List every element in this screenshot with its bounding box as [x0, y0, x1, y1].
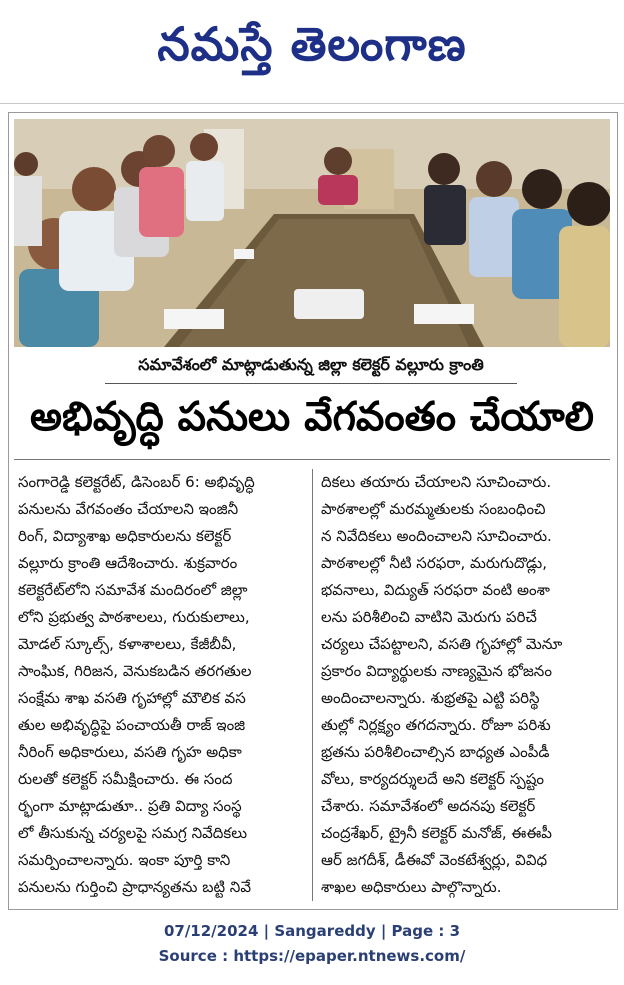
article-line: రింగ్, విద్యాశాఖ అధికారులను కలెక్టర్ [18, 527, 232, 545]
article-line: శాఖల అధికారులు పాల్గొన్నారు. [321, 878, 502, 896]
article-line: ప్రకారం విద్యార్థులకు నాణ్యమైన భోజనం [321, 662, 552, 680]
article-line: చంద్రశేఖర్, ట్రైనీ కలెక్టర్ మనోజ్, ఈఈపీ [321, 824, 552, 842]
footer-date-edition: 07/12/2024 | Sangareddy | Page : 3 [163, 922, 461, 940]
article-line: పాఠశాలల్లో మరమ్మతులకు సంబంధించి [321, 500, 546, 518]
masthead-title: నమస్తే తెలంగాణ [157, 17, 467, 71]
article-line: వోలు, కార్యదర్శులదే అని కలెక్టర్ స్పష్టం [321, 770, 545, 788]
meeting-photo [14, 119, 610, 347]
article-line: మోడల్ స్కూల్స్, కళాశాలలు, కేజీబీవీ, [18, 635, 237, 653]
article-line: రులతో కలెక్టర్ సమీక్షించారు. ఈ సంద [18, 770, 233, 788]
article-line: అందించాలన్నారు. శుభ్రతపై ఎట్టి పరిస్థి [321, 689, 540, 707]
news-clipping [8, 112, 618, 910]
article-line: న నివేదికలు అందించాలని సూచించారు. [321, 527, 552, 545]
column-divider [312, 469, 313, 901]
photo-caption: సమావేశంలో మాట్లాడుతున్న జిల్లా కలెక్టర్ వల్లూరు క్రాంతి [105, 349, 517, 384]
footer-source: Source : https://epaper.ntnews.com/ [158, 947, 466, 965]
article-line: పనులను గుర్తించి ప్రాధాన్యతను బట్టి నివే [18, 878, 251, 896]
article-column-right [321, 469, 615, 901]
article-line: లో తీసుకున్న చర్యలపై సమగ్ర నివేదికలు [18, 824, 248, 842]
article-column-left [18, 469, 312, 901]
article-line: దికలు తయారు చేయాలని సూచించారు. [321, 473, 552, 491]
article-line: పనులను వేగవంతం చేయాలని ఇంజినీ [18, 500, 239, 518]
article-line: లోని ప్రభుత్వ పాఠశాలలు, గురుకులాలు, [18, 608, 250, 626]
article-line: నీరింగ్ అధికారులు, వసతి గృహ అధికా [18, 743, 242, 761]
headline-divider [14, 459, 610, 460]
article-line: పాఠశాలల్లో నీటి సరఫరా, మరుగుదొడ్లు, [321, 554, 548, 572]
footer [0, 919, 624, 969]
article-line: ర్భంగా మాట్లాడుతూ.. ప్రతి విద్యా సంస్థ [18, 797, 242, 815]
article-line: భవనాలు, విద్యుత్ సరఫరా వంటి అంశా [321, 581, 550, 599]
article-line: వల్లూరు క్రాంతి ఆదేశించారు. శుక్రవారం [18, 554, 238, 572]
masthead-divider [0, 103, 624, 104]
masthead [0, 0, 624, 100]
article-line: చర్యలు చేపట్టాలని, వసతి గృహాల్లో మెనూ [321, 635, 563, 653]
article-line: సమర్పించాలన్నారు. ఇంకా పూర్తి కాని [18, 851, 231, 869]
article-line: తుల్లో నిర్లక్ష్యం తగదన్నారు. రోజూ పరిశు [321, 716, 551, 734]
article-line: కలెక్టరేట్‌లోని సమావేశ మందిరంలో జిల్లా [18, 581, 248, 599]
article-headline: అభివృద్ధి పనులు వేగవంతం చేయాలి [30, 394, 594, 440]
article-line: ఆర్ జగదీశ్, డీఈవో వెంకటేశ్వర్లు, వివిధ [321, 851, 548, 869]
article-line: సంక్షేమ శాఖ వసతి గృహాల్లో మౌలిక వస [18, 689, 246, 707]
article-line: సంగారెడ్డి కలెక్టరేట్, డిసెంబర్ 6: అభివృద్ధి [18, 473, 255, 491]
article-line: సాంఘిక, గిరిజన, వెనుకబడిన తరగతుల [18, 662, 252, 680]
article-line: చేశారు. సమావేశంలో అదనపు కలెక్టర్ [321, 797, 536, 815]
article-line: తుల అభివృద్ధిపై పంచాయతీ రాజ్ ఇంజి [18, 716, 246, 734]
article-line: భ్రతను పరిశీలించాల్సిన బాధ్యత ఎంపీడీ [321, 743, 550, 761]
meeting-photo-illustration [14, 119, 610, 347]
article-line: లను పరిశీలించి వాటిని మెరుగు పరిచే [321, 608, 537, 626]
